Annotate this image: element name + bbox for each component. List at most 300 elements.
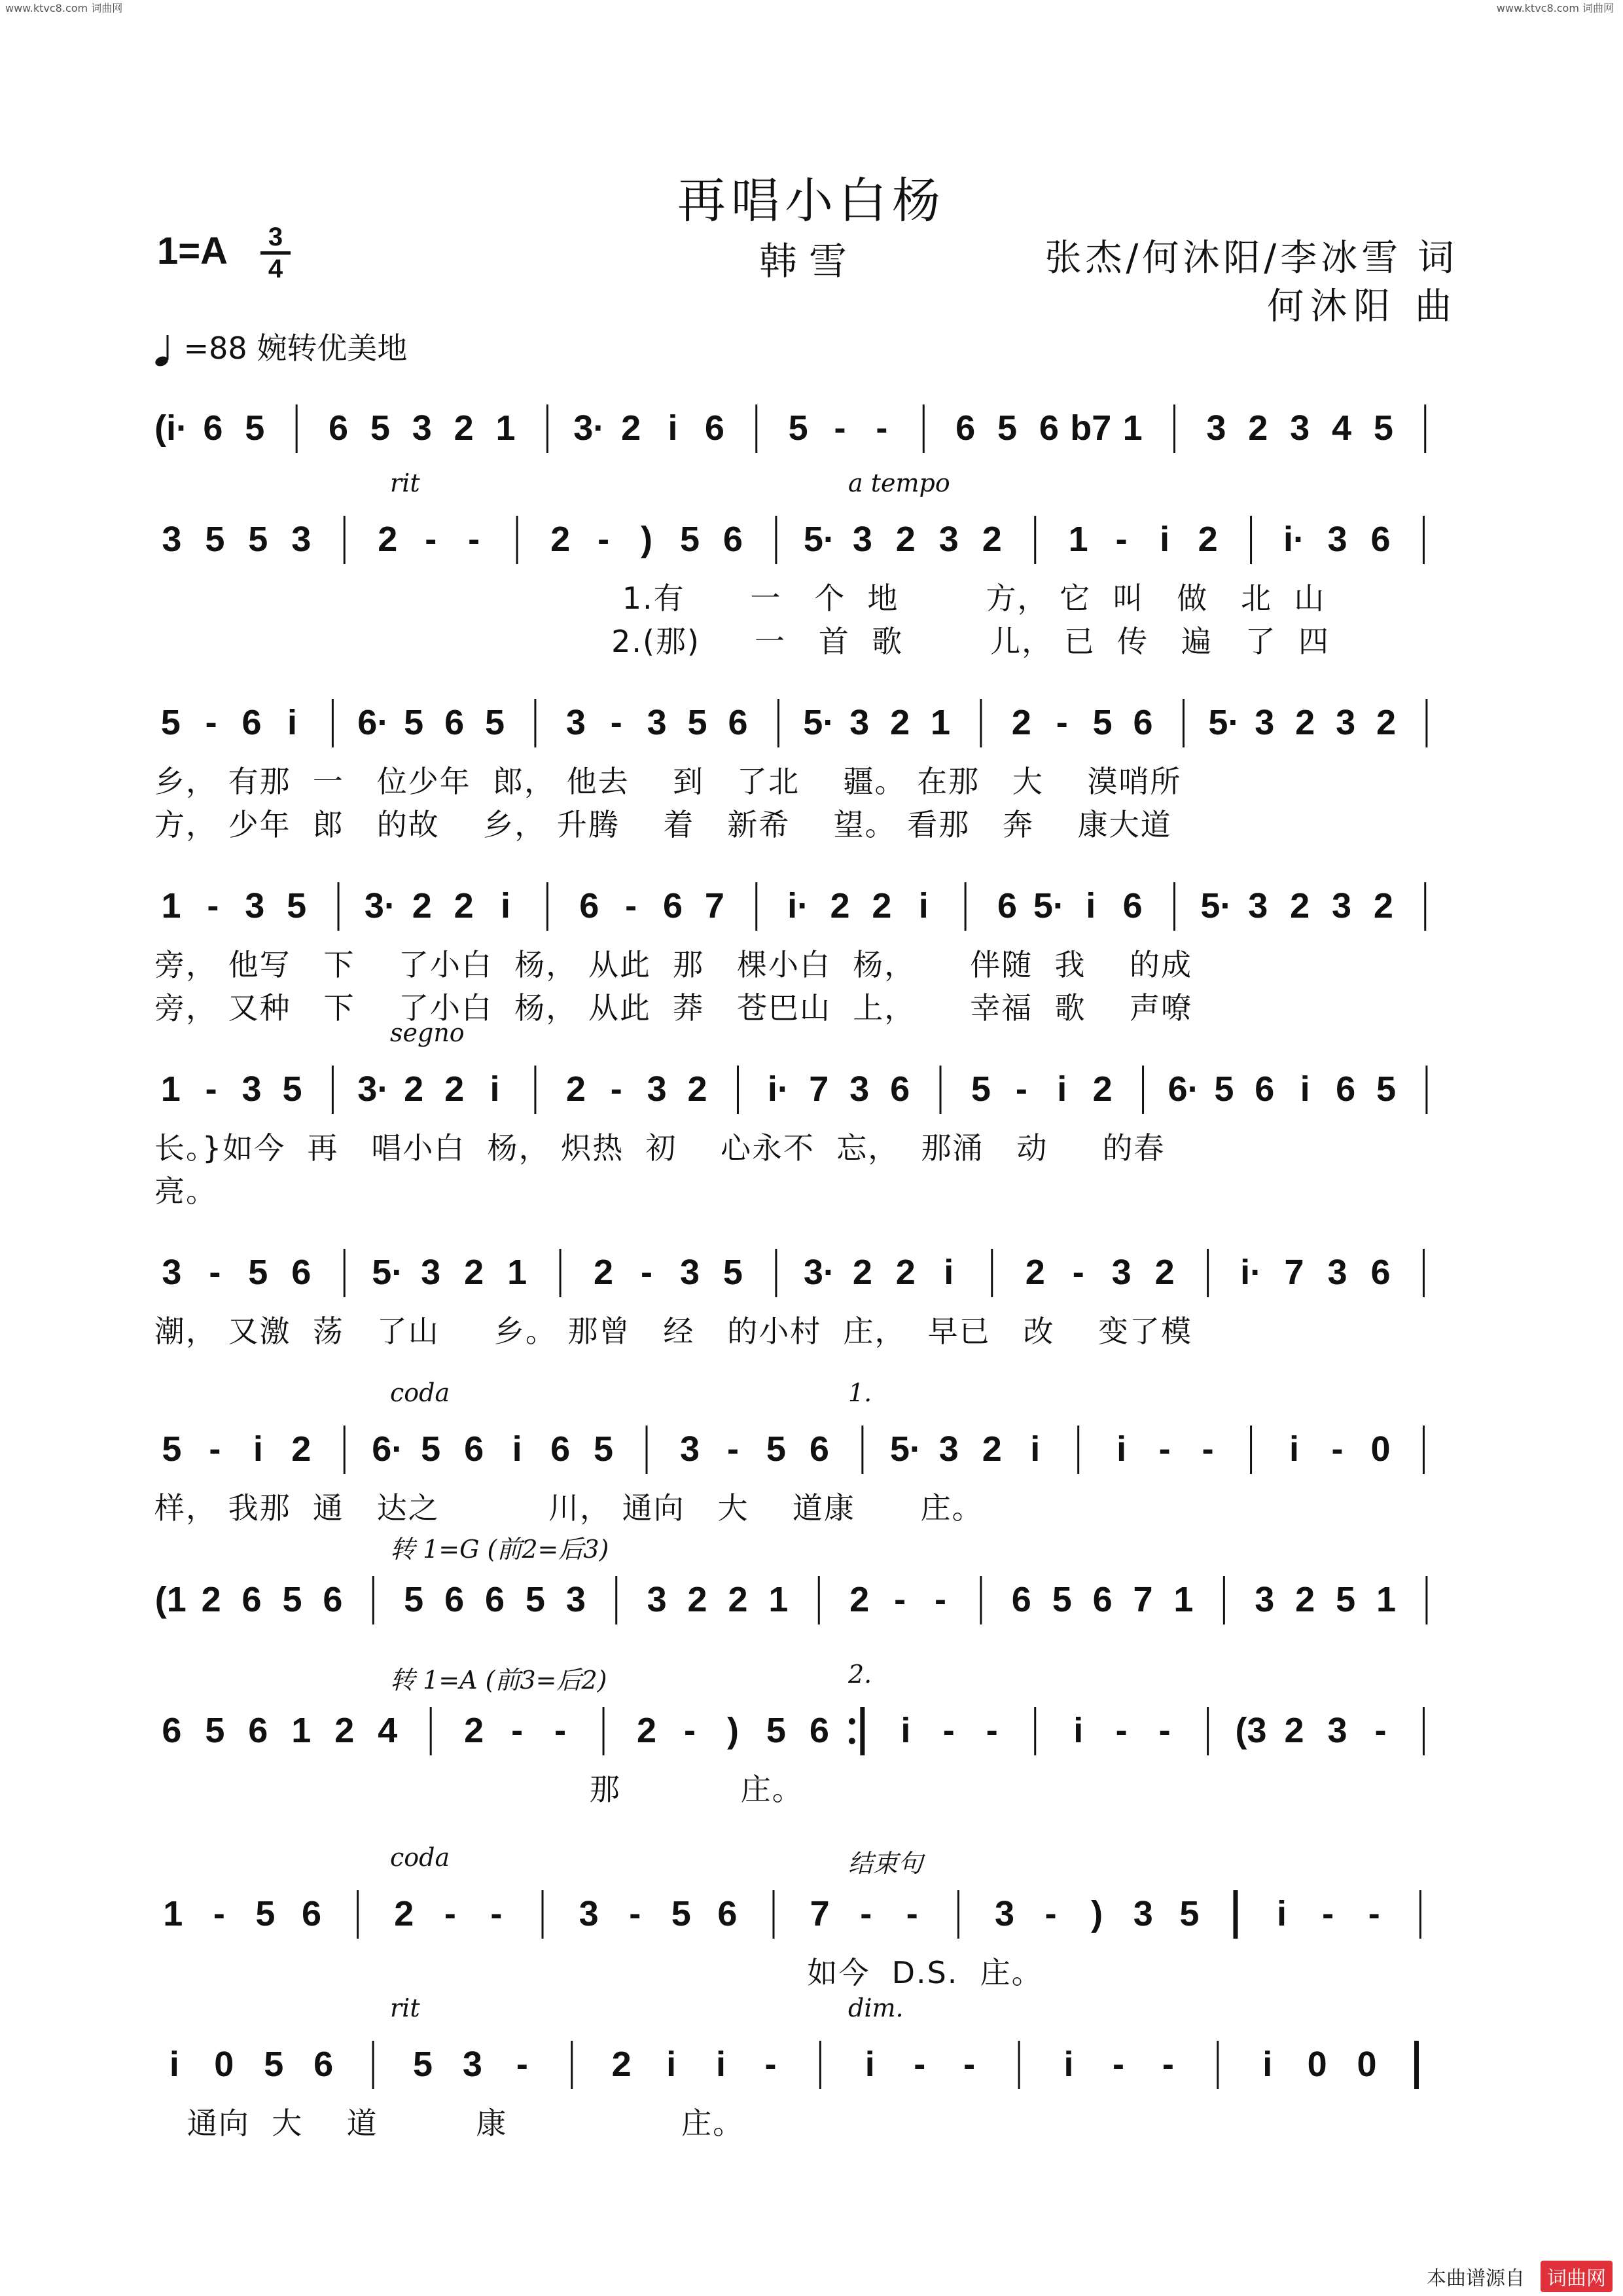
note-token: 3 xyxy=(1133,1894,1153,1933)
note-token: i xyxy=(865,2045,875,2084)
note-token: 2 xyxy=(201,1580,221,1619)
note-token: 2 xyxy=(291,1429,312,1469)
note-token: 6 xyxy=(203,408,223,448)
note-token: 3 xyxy=(565,1580,586,1619)
note-token: i xyxy=(1057,1069,1067,1109)
note-token: - xyxy=(444,1894,456,1933)
note-token: - xyxy=(986,1711,998,1750)
note-token: 5 xyxy=(282,1580,302,1619)
notation-line xyxy=(154,2022,1471,2094)
note-token: 2 xyxy=(895,1253,916,1292)
note-token: 5 xyxy=(485,703,505,742)
lyric-line: 如今 D.S. 庄。 xyxy=(154,1955,1043,1990)
note-token: 2 xyxy=(1154,1253,1175,1292)
note-token: - xyxy=(554,1711,567,1750)
note-token: 3· xyxy=(803,1253,835,1292)
note-token: 6 xyxy=(1122,886,1143,925)
note-token: i· xyxy=(1240,1253,1262,1292)
note-token: 6 xyxy=(1336,1069,1356,1109)
note-token: 5 xyxy=(245,408,265,448)
lyric-line: 亮。 xyxy=(154,1174,217,1209)
note-token: - xyxy=(1158,1429,1171,1469)
note-token: 2 xyxy=(872,886,892,925)
note-token: - xyxy=(610,703,622,742)
note-token: 6 xyxy=(313,2045,334,2084)
note-token: i xyxy=(169,2045,179,2084)
note-token: 3 xyxy=(1336,703,1356,742)
note-token: 2 xyxy=(1025,1253,1045,1292)
note-token: i xyxy=(1030,1429,1041,1469)
note-token: - xyxy=(629,1894,641,1933)
performance-mark: rit xyxy=(390,1994,420,2022)
note-token: i xyxy=(1086,886,1096,925)
performance-mark: 转 1=A (前3=后2) xyxy=(390,1666,607,1695)
note-token: - xyxy=(597,520,610,559)
note-token: 5 xyxy=(1092,703,1113,742)
notation-line xyxy=(154,1558,1471,1630)
note-token: i· xyxy=(787,886,810,925)
note-token: 1 xyxy=(1068,520,1088,559)
note-token: 6 xyxy=(1011,1580,1031,1619)
note-token: 3 xyxy=(462,2045,482,2084)
note-token: - xyxy=(490,1894,503,1933)
note-token: 1 xyxy=(1173,1580,1194,1619)
note-token: 2 xyxy=(1376,703,1397,742)
note-token: 5· xyxy=(1033,886,1065,925)
note-token: - xyxy=(516,2045,528,2084)
note-token: 3 xyxy=(647,1580,667,1619)
score-system xyxy=(154,1018,1471,1209)
note-token: 5 xyxy=(687,703,707,742)
repeat-dot xyxy=(849,1738,855,1744)
note-token: 2 xyxy=(464,1711,484,1750)
note-token: 2 xyxy=(394,1894,414,1933)
note-token: - xyxy=(213,1894,225,1933)
note-token: 5 xyxy=(248,1253,268,1292)
notation-line xyxy=(154,681,1471,753)
note-token: 3 xyxy=(1255,703,1275,742)
note-token: - xyxy=(894,1580,906,1619)
performance-mark: 结束句 xyxy=(848,1849,923,1878)
notation-line xyxy=(154,1230,1471,1302)
note-token: 5 xyxy=(722,1253,743,1292)
note-token: 5· xyxy=(889,1429,921,1469)
note-token: - xyxy=(1331,1429,1344,1469)
note-token: 6 xyxy=(1370,520,1391,559)
note-token: - xyxy=(425,520,437,559)
note-token: 1 xyxy=(161,886,181,925)
note-token: - xyxy=(625,886,637,925)
note-token: - xyxy=(1158,1711,1171,1750)
note-token: 2 xyxy=(1198,520,1218,559)
watermark-top-right: www.ktvc8.com 词曲网 xyxy=(1496,2,1614,14)
lyric-line: 旁， 他写 下 了小白 杨， 从此 那 棵小白 杨， 伴随 我 的成 xyxy=(154,947,1193,982)
note-token: i xyxy=(490,1069,500,1109)
note-token: 2 xyxy=(611,2045,632,2084)
note-token: i xyxy=(944,1253,954,1292)
lyric-line: 2.(那) 一 首 歌 儿， 已 传 遍 了 四 xyxy=(154,624,1330,659)
lyric-line: 旁， 又种 下 了小白 杨， 从此 莽 苍巴山 上， 幸福 歌 声嘹 xyxy=(154,990,1193,1026)
note-token: 5 xyxy=(248,520,268,559)
lyric-line: 潮， 又激 荡 了山 乡。 那曾 经 的小村 庄， 早已 改 变了模 xyxy=(154,1314,1193,1349)
note-token: 3 xyxy=(421,1253,441,1292)
note-token: 6 xyxy=(1133,703,1153,742)
note-token: 2 xyxy=(404,1069,424,1109)
note-token: 2 xyxy=(378,520,398,559)
note-token: i· xyxy=(767,1069,789,1109)
performance-mark: 1. xyxy=(848,1378,872,1407)
note-token: 2 xyxy=(444,1069,465,1109)
lyric-line: 乡， 有那 一 位少年 郎， 他去 到 了北 疆。 在那 大 漠哨所 xyxy=(154,764,1182,799)
note-token: - xyxy=(207,886,219,925)
note-token: 2 xyxy=(621,408,641,448)
score-system xyxy=(154,864,1471,1026)
note-token: i xyxy=(918,886,929,925)
notation-line xyxy=(154,1407,1471,1479)
note-token: 6 xyxy=(722,520,743,559)
note-token: (i· xyxy=(154,408,188,448)
notation-line xyxy=(154,497,1471,569)
repeat-dot xyxy=(849,1718,855,1725)
note-token: 5 xyxy=(404,1580,424,1619)
note-token: i xyxy=(287,703,297,742)
note-token: - xyxy=(860,1894,872,1933)
note-token: 3 xyxy=(1331,886,1352,925)
note-token: i xyxy=(1277,1894,1287,1933)
key-signature: 1=A xyxy=(157,230,228,272)
note-token: 0 xyxy=(214,2045,234,2084)
score-system xyxy=(154,1378,1471,1526)
note-token: 5 xyxy=(788,408,808,448)
note-token: 5 xyxy=(160,703,181,742)
note-token: 6 xyxy=(485,1580,505,1619)
notation-line xyxy=(154,386,1471,458)
note-token: b7 xyxy=(1070,408,1112,448)
note-token: 1 xyxy=(768,1580,789,1619)
note-token: 5· xyxy=(1200,886,1232,925)
score-system xyxy=(154,1535,1471,1630)
note-token: 2 xyxy=(637,1711,657,1750)
note-token: - xyxy=(942,1711,955,1750)
note-token: 3· xyxy=(364,886,396,925)
note-token: i xyxy=(1073,1711,1084,1750)
note-token: 3 xyxy=(938,520,959,559)
note-token: 2 xyxy=(594,1253,614,1292)
note-token: 6 xyxy=(704,408,724,448)
note-token: - xyxy=(726,1429,739,1469)
note-token: 5 xyxy=(370,408,390,448)
performance-mark: 转 1=G (前2=后3) xyxy=(390,1535,609,1564)
note-token: 5 xyxy=(404,703,424,742)
note-token: 2 xyxy=(1373,886,1393,925)
note-token: 2 xyxy=(830,886,850,925)
note-token: 6 xyxy=(809,1429,829,1469)
note-token: - xyxy=(1368,1894,1380,1933)
footer-source: 本曲谱源自 xyxy=(1427,2267,1525,2290)
note-token: (3 xyxy=(1235,1711,1267,1750)
note-token: 2 xyxy=(687,1580,707,1619)
note-token: - xyxy=(1115,520,1128,559)
note-token: 5 xyxy=(525,1580,545,1619)
tempo-value: =88 xyxy=(183,331,247,366)
song-title: 再唱小白杨 xyxy=(677,173,946,229)
note-token: 7 xyxy=(809,1069,829,1109)
note-token: 3 xyxy=(162,520,182,559)
note-token: - xyxy=(641,1253,653,1292)
note-token: - xyxy=(876,408,888,448)
note-token: 6 xyxy=(550,1429,571,1469)
note-token: 0 xyxy=(1307,2045,1327,2084)
note-token: 3 xyxy=(579,1894,599,1933)
note-token: 6 xyxy=(809,1711,829,1750)
note-token: 5· xyxy=(803,520,835,559)
score-system xyxy=(154,469,1471,659)
note-token: - xyxy=(684,1711,696,1750)
note-token: 3 xyxy=(849,703,870,742)
note-token: 3 xyxy=(245,886,265,925)
note-token: 6 xyxy=(1255,1069,1275,1109)
note-token: 1 xyxy=(291,1711,312,1750)
note-token: 2 xyxy=(1248,408,1268,448)
note-token: 6 xyxy=(579,886,599,925)
note-token: i xyxy=(668,408,678,448)
note-token: 6 xyxy=(955,408,976,448)
note-token: 5 xyxy=(282,1069,302,1109)
note-token: 2 xyxy=(687,1069,707,1109)
note-token: 3 xyxy=(1290,408,1310,448)
note-token: 6 xyxy=(890,1069,910,1109)
performance-mark: coda xyxy=(390,1843,450,1872)
note-token: 5 xyxy=(205,520,225,559)
note-token: 2 xyxy=(412,886,432,925)
note-token: 5 xyxy=(1373,408,1393,448)
note-token: 2 xyxy=(1290,886,1310,925)
note-token: 6 xyxy=(728,703,748,742)
note-token: 6 xyxy=(241,703,262,742)
note-token: - xyxy=(205,1069,217,1109)
note-token: - xyxy=(1112,2045,1124,2084)
note-token: 6 xyxy=(329,408,349,448)
note-token: 6 xyxy=(241,1580,262,1619)
note-token: 5 xyxy=(421,1429,441,1469)
note-token: 3· xyxy=(357,1069,389,1109)
score-system xyxy=(154,1660,1471,1807)
note-token: i xyxy=(1160,520,1170,559)
note-token: - xyxy=(935,1580,947,1619)
note-token: 5 xyxy=(255,1894,276,1933)
note-token: 6 xyxy=(162,1711,182,1750)
performance-mark: rit xyxy=(390,469,420,497)
performance-mark: dim. xyxy=(848,1994,904,2022)
note-token: - xyxy=(963,2045,976,2084)
time-signature xyxy=(260,224,291,282)
score-system xyxy=(154,386,1471,458)
note-token: 2 xyxy=(895,520,916,559)
note-token: - xyxy=(1072,1253,1084,1292)
watermark-top-left: www.ktvc8.com 词曲网 xyxy=(5,2,123,14)
note-token: i xyxy=(1300,1069,1310,1109)
note-token: 2 xyxy=(1284,1711,1304,1750)
note-token: (1 xyxy=(154,1580,187,1619)
note-token: 2 xyxy=(982,1429,1002,1469)
note-token: 7 xyxy=(1284,1253,1304,1292)
note-token: 6 xyxy=(464,1429,484,1469)
note-token: - xyxy=(834,408,846,448)
notation-line xyxy=(154,1047,1471,1119)
note-token: 2 xyxy=(334,1711,355,1750)
note-token: 1 xyxy=(507,1253,527,1292)
note-token: 5 xyxy=(971,1069,991,1109)
note-token: i xyxy=(253,1429,263,1469)
note-token: 2 xyxy=(550,520,571,559)
performance-mark: a tempo xyxy=(848,469,950,497)
note-token: 5 xyxy=(264,2045,284,2084)
note-token: 3 xyxy=(994,1894,1014,1933)
note-token: i xyxy=(512,1429,522,1469)
note-token: 6· xyxy=(1168,1069,1200,1109)
note-token: - xyxy=(906,1894,918,1933)
note-token: 6 xyxy=(248,1711,268,1750)
note-token: 2 xyxy=(454,886,474,925)
note-token: 5 xyxy=(766,1429,786,1469)
lyric-line: 1.有 一 个 地 方， 它 叫 做 北 山 xyxy=(154,581,1326,616)
lyric-line: 长。}如今 再 唱小白 杨， 炽热 初 心永不 忘， 那涌 动 的春 xyxy=(154,1130,1166,1166)
note-token: 6· xyxy=(372,1429,404,1469)
lyric-line: 那 庄。 xyxy=(154,1772,804,1807)
note-token: 4 xyxy=(1331,408,1352,448)
note-token: 2 xyxy=(1092,1069,1113,1109)
note-token: i xyxy=(1116,1429,1127,1469)
note-token: 5 xyxy=(679,520,700,559)
note-token: 5 xyxy=(766,1711,786,1750)
note-token: 5· xyxy=(372,1253,404,1292)
quarter-note-icon xyxy=(154,334,174,368)
note-token: 2 xyxy=(852,1253,872,1292)
note-token: 5· xyxy=(803,703,835,742)
note-token: 1 xyxy=(1122,408,1143,448)
note-token: i xyxy=(1063,2045,1074,2084)
note-token: i xyxy=(666,2045,677,2084)
note-token: 6 xyxy=(1039,408,1059,448)
note-token: - xyxy=(511,1711,524,1750)
note-token: 2 xyxy=(454,408,474,448)
note-token: - xyxy=(914,2045,926,2084)
lyric-line: 方， 少年 郎 的故 乡， 升腾 着 新希 望。 看那 奔 康大道 xyxy=(154,807,1172,842)
composer-credit: 何沐阳 曲 xyxy=(1267,285,1458,328)
singer: 韩雪 xyxy=(759,239,859,283)
note-token: 3 xyxy=(679,1429,700,1469)
note-token: 1 xyxy=(930,703,951,742)
meter-bottom: 4 xyxy=(268,255,283,283)
note-token: i xyxy=(1262,2045,1273,2084)
note-token: 7 xyxy=(810,1894,830,1933)
note-token: 7 xyxy=(704,886,724,925)
note-token: - xyxy=(610,1069,622,1109)
note-token: 3 xyxy=(1255,1580,1275,1619)
performance-mark: 2. xyxy=(848,1660,872,1689)
note-token: 6 xyxy=(717,1894,738,1933)
note-token: 6 xyxy=(444,703,465,742)
note-token: - xyxy=(1015,1069,1027,1109)
note-token: ) xyxy=(641,520,653,559)
note-token: i xyxy=(716,2045,726,2084)
note-token: - xyxy=(1162,2045,1174,2084)
note-token: 2 xyxy=(1011,703,1031,742)
note-token: 2 xyxy=(1295,1580,1315,1619)
note-token: 3 xyxy=(1327,520,1347,559)
note-token: 2 xyxy=(849,1580,870,1619)
note-token: 3· xyxy=(573,408,605,448)
note-token: 2 xyxy=(464,1253,484,1292)
note-token: 5 xyxy=(205,1711,225,1750)
note-token: 6· xyxy=(357,703,389,742)
note-token: 5 xyxy=(1336,1580,1356,1619)
note-token: 5 xyxy=(1179,1894,1200,1933)
note-token: 3 xyxy=(291,520,312,559)
note-token: 5 xyxy=(1052,1580,1072,1619)
note-token: 3 xyxy=(1206,408,1226,448)
note-token: - xyxy=(1374,1711,1387,1750)
note-token: - xyxy=(209,1429,221,1469)
note-token: 6 xyxy=(444,1580,465,1619)
note-token: - xyxy=(209,1253,221,1292)
footer-logo: 词曲网 xyxy=(1541,2261,1613,2292)
note-token: 2 xyxy=(1295,703,1315,742)
note-token: 0 xyxy=(1370,1429,1391,1469)
note-token: 2 xyxy=(728,1580,748,1619)
note-token: 3 xyxy=(162,1253,182,1292)
note-token: 3 xyxy=(852,520,872,559)
note-token: 3 xyxy=(938,1429,959,1469)
note-token: 1 xyxy=(1376,1580,1397,1619)
note-token: - xyxy=(1202,1429,1214,1469)
note-token: - xyxy=(1115,1711,1128,1750)
note-token: - xyxy=(764,2045,777,2084)
note-token: - xyxy=(468,520,480,559)
note-token: 6 xyxy=(323,1580,343,1619)
note-token: - xyxy=(205,703,217,742)
note-token: 0 xyxy=(1357,2045,1377,2084)
note-token: 2 xyxy=(982,520,1002,559)
note-token: 3 xyxy=(647,703,667,742)
note-token: 3 xyxy=(1327,1711,1347,1750)
note-token: i xyxy=(501,886,511,925)
note-token: 6 xyxy=(997,886,1018,925)
note-token: ) xyxy=(1091,1894,1103,1933)
note-token: 5 xyxy=(1214,1069,1234,1109)
note-token: 1 xyxy=(495,408,516,448)
tempo-marking xyxy=(154,325,407,368)
note-token: 1 xyxy=(160,1069,181,1109)
score-system xyxy=(154,681,1471,842)
note-token: 2 xyxy=(890,703,910,742)
tempo-expression: 婉转优美地 xyxy=(257,331,408,366)
note-token: 3 xyxy=(647,1069,667,1109)
score-system xyxy=(154,1843,1471,1990)
note-token: 1 xyxy=(163,1894,183,1933)
note-token: 3 xyxy=(1248,886,1268,925)
note-token: 3 xyxy=(849,1069,870,1109)
lyricist-credit: 张杰/何沐阳/李冰雪 词 xyxy=(1044,237,1458,279)
note-token: 4 xyxy=(378,1711,398,1750)
note-token: 3 xyxy=(241,1069,262,1109)
note-token: 3 xyxy=(412,408,432,448)
meter-top: 3 xyxy=(268,223,283,251)
score-system xyxy=(154,1994,1471,2141)
note-token: 5 xyxy=(412,2045,433,2084)
score-system xyxy=(154,1230,1471,1349)
note-token: 3 xyxy=(679,1253,700,1292)
